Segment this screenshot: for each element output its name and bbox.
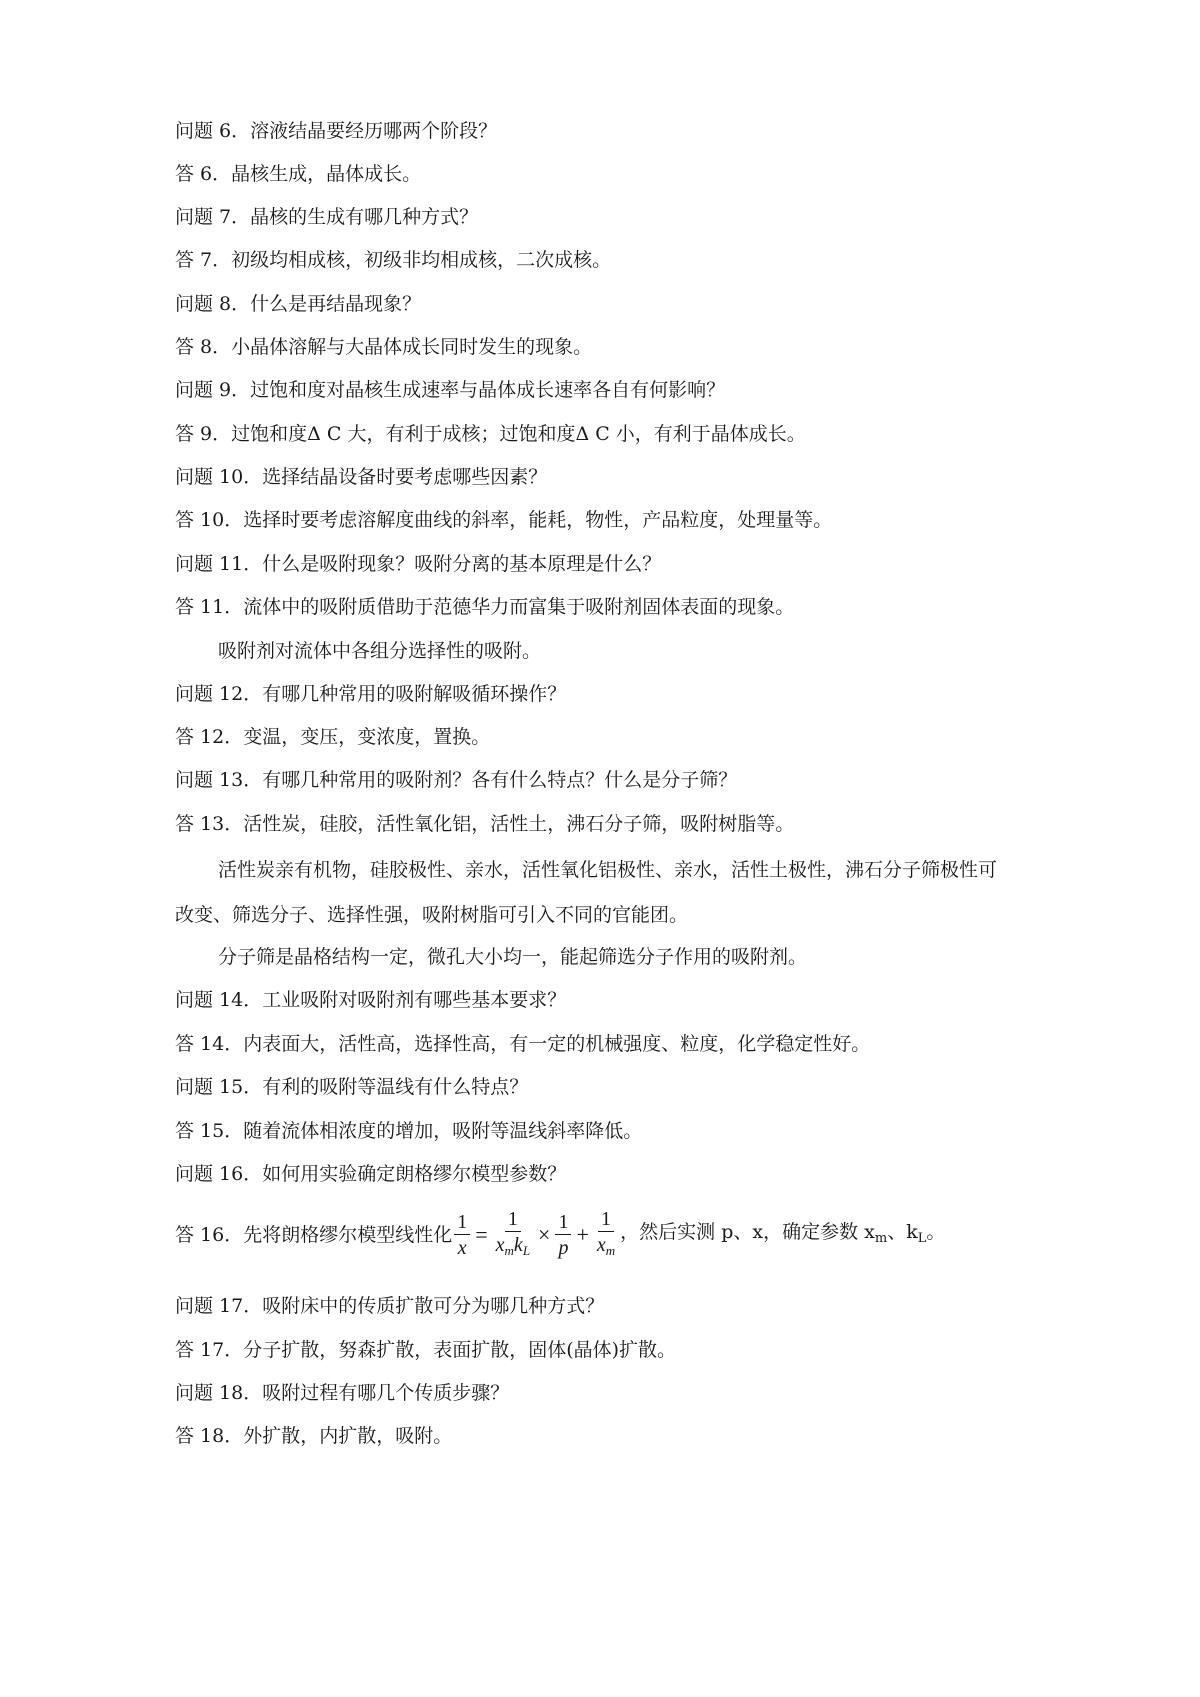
answer-16	[175, 1203, 1120, 1267]
question-6: 问题 6．溶液结晶要经历哪两个阶段？	[175, 120, 498, 142]
answer-15: 答 15．随着流体相浓度的增加，吸附等温线斜率降低。	[175, 1120, 643, 1142]
times-sign: ×	[538, 1222, 551, 1247]
answer-8: 答 8．小晶体溶解与大晶体成长同时发生的现象。	[175, 336, 593, 358]
question-9: 问题 9．过饱和度对晶核生成速率与晶体成长速率各自有何影响？	[175, 379, 726, 401]
answer-16-prefix: 答 16．先将朗格缪尔模型线性化	[175, 1224, 453, 1246]
answer-18: 答 18．外扩散，内扩散，吸附。	[175, 1425, 453, 1447]
formula-term-1-over-p: $\frac{1}{p}$	[555, 1210, 571, 1261]
question-17: 问题 17．吸附床中的传质扩散可分为哪几种方式？	[175, 1295, 605, 1317]
answer-17: 答 17．分子扩散，努森扩散，表面扩散，固体(晶体)扩散。	[175, 1339, 677, 1361]
formula-term-1-over-xm-kl: $\frac{1}{x_mk_L}$	[495, 1207, 531, 1258]
question-11: 问题 11．什么是吸附现象？吸附分离的基本原理是什么？	[175, 553, 662, 575]
question-8: 问题 8．什么是再结晶现象？	[175, 293, 422, 315]
answer-16-suffix: ，然后实测 p、x，确定参数 $x_m$、$k_L$。	[620, 1220, 946, 1246]
question-12: 问题 12．有哪几种常用的吸附解吸循环操作？	[175, 683, 567, 705]
answer-11-continued: 吸附剂对流体中各组分选择性的吸附。	[218, 640, 542, 662]
answer-13-detail-2: 改变、筛选分子、选择性强，吸附树脂可引入不同的官能团。	[175, 904, 689, 926]
answer-12: 答 12．变温，变压，变浓度，置换。	[175, 726, 491, 748]
formula-term-1-over-xm: $\frac{1}{x_m}$	[596, 1207, 616, 1258]
equals-sign: =	[475, 1222, 488, 1247]
answer-6: 答 6．晶核生成，晶体成长。	[175, 163, 422, 185]
answer-10: 答 10．选择时要考虑溶解度曲线的斜率，能耗，物性，产品粒度，处理量等。	[175, 509, 833, 531]
answer-14: 答 14．内表面大，活性高，选择性高，有一定的机械强度、粒度，化学稳定性好。	[175, 1033, 871, 1055]
question-14: 问题 14．工业吸附对吸附剂有哪些基本要求？	[175, 989, 567, 1011]
answer-13: 答 13．活性炭，硅胶，活性氧化铝，活性土，沸石分子筛，吸附树脂等。	[175, 813, 795, 835]
question-15: 问题 15．有利的吸附等温线有什么特点？	[175, 1076, 529, 1098]
answer-7: 答 7．初级均相成核，初级非均相成核，二次成核。	[175, 249, 612, 271]
question-7: 问题 7．晶核的生成有哪几种方式？	[175, 206, 479, 228]
answer-11: 答 11．流体中的吸附质借助于范德华力而富集于吸附剂固体表面的现象。	[175, 596, 795, 618]
answer-13-detail-1: 活性炭亲有机物，硅胶极性、亲水，活性氧化铝极性、亲水，活性土极性，沸石分子筛极性可	[218, 859, 998, 881]
formula-term-1-over-x: $\frac{1}{x}$	[454, 1210, 470, 1261]
plus-sign: +	[576, 1222, 589, 1247]
question-16: 问题 16．如何用实验确定朗格缪尔模型参数？	[175, 1163, 567, 1185]
answer-9: 答 9．过饱和度Δ C 大，有利于成核；过饱和度Δ C 小，有利于晶体成长。	[175, 423, 806, 445]
question-10: 问题 10．选择结晶设备时要考虑哪些因素？	[175, 466, 548, 488]
question-18: 问题 18．吸附过程有哪几个传质步骤？	[175, 1382, 510, 1404]
answer-13-detail-3: 分子筛是晶格结构一定，微孔大小均一，能起筛选分子作用的吸附剂。	[218, 946, 808, 968]
question-13: 问题 13．有哪几种常用的吸附剂？各有什么特点？什么是分子筛？	[175, 769, 738, 791]
